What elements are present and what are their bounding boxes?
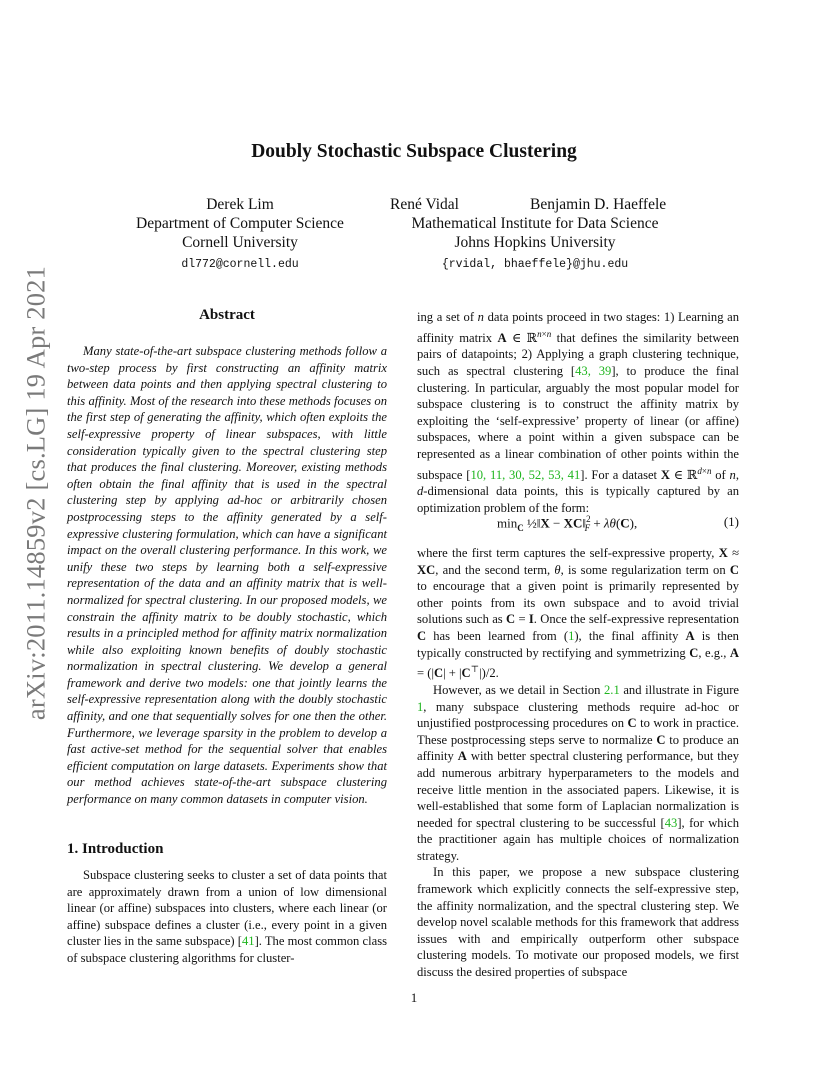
page-number: 1 [410,990,418,1005]
citation-link[interactable]: 41 [241,934,255,949]
author-block-left [120,195,360,274]
author-name: René Vidal [390,196,459,213]
figure-link[interactable]: 1 [417,699,424,714]
right-column-body [417,545,739,981]
citation-link[interactable]: 43 [664,815,678,830]
equation-1 [417,512,739,536]
right-column-paragraph-1: ing a set of n data points proceed in two stages: 1) Learning an affinity matrix A ∈ ℝ$^{n\times n}$ that defines the similarity between pairs of datapoints; 2) Applying a graph clustering technique, such as spectral clustering [43, 39], to produce the final clustering. In particular, arguably the most popular model for subspace clustering is to construct the affinity matrix by exploiting the ‘self-expressive’ property of linear (or affine) subspaces, where a point within a given subspace can be represented as a linear combination of other points within the subspace [10, 11, 30, 52, 53, 41]. For a dataset X ∈ ℝ$^{d\times n}$ of n, d-dimensional data points, this is typically captured by an optimization problem of the form: [417,310,740,515]
author-block-right [370,195,700,274]
author-name: Derek Lim [206,196,274,213]
author-institution: Johns Hopkins University [454,234,616,251]
arxiv-id: arXiv:2011.14859v2 [cs.LG] 19 Apr 2021 [20,265,51,721]
introduction-paragraph: Subspace clustering seeks to cluster a set of data points that are approximately drawn from a union of low dimensional linear (or affine) subspaces into clusters, where each linear (or affine) subspace defines a cluster (i.e., every point in a given cluster lies in the same subspace) [41]. The most common class of subspace clustering algorithms for cluster- [67,868,387,965]
citation-link[interactable]: 43, 39 [575,363,612,378]
equation-body: $\min_C$ ½‖X − XC‖$^2_F$ + λθ(C), [497,514,638,533]
right-column-paragraph-3: However, as we detail in Section 2.1 and illustrate in Figure 1, many subspace clustering methods require ad-hoc or unjustified postprocessing procedures on C to work in practice. These postprocessing steps serve to normalize C to produce an affinity A with better spectral clustering performance, but they add numerous arbitrary hyperparameters to the models and receive little mention in the associated papers. Likewise, it is well-established that some form of Laplacian normalization is needed for spectral clustering to be successful [43], for which the practitioner again has multiple choices of normalization strategy. [417,682,739,863]
right-column-paragraph-2: where the first term captures the self-expressive property, X ≈ XC, and the second term, θ, is some regularization term on C to encourage that a given point is primarily represented by other points from its own subspace and to avoid trivial solutions such as C = I. Once the self-expressive representation C has been learned from (1), the final affinity A is then typically constructed by rectifying and symmetrizing C, e.g., A = (|C| + |C⊤|)/2. [417,546,739,681]
paper-title: Doubly Stochastic Subspace Clustering [251,141,577,162]
author-name: Benjamin D. Haeffele [530,196,667,213]
author-affiliation: Department of Computer Science [136,215,344,232]
equation-link[interactable]: 1 [568,628,575,643]
author-institution: Cornell University [182,234,298,251]
author-affiliation: Mathematical Institute for Data Science [411,215,659,232]
abstract-heading: Abstract [199,307,255,323]
right-column-paragraph-4: In this paper, we propose a new subspace clustering framework which explicitly connects the self-expressive step, the affinity normalization, and the spectral clustering step. We develop novel scalable methods for this framework that address issues with and empirically outperform other subspace clustering models. To motivate our proposed models, we first discuss the desired properties of subspace [417,865,739,980]
section-link[interactable]: 2.1 [604,682,620,697]
abstract-text: Many state-of-the-art subspace clustering methods follow a two-step process by first constructing an affinity matrix between data points and then applying spectral clustering to this affinity. Most of the research into these methods focuses on the first step of generating the affinity, which often exploits the self-expressive property of linear subspaces, with little consideration typically given to the spectral clustering step that produces the final clustering. Moreover, existing methods often obtain the final affinity that is used in the spectral clustering step by applying ad-hoc or arbitrarily chosen postprocessing steps to the affinity generated by a self-expressive clustering formulation, which can have a significant impact on the overall clustering performance. In this work, we unify these two steps by learning both a self-expressive representation of the data and an affinity matrix that is well-normalized for spectral clustering. In our proposed models, we constrain the affinity matrix to be doubly stochastic, which results in a principled method for affinity matrix normalization while also exploiting known benefits of doubly stochastic normalization in spectral clustering. We develop a general framework and derive two models: one that jointly learns the self-expressive representation along with the doubly stochastic affinity, and one that sequentially solves for one then the other. Furthermore, we leverage sparsity in the problem to develop a fast active-set method for the sequential solver that enables efficient computation on large datasets. Experiments show that our method achieves state-of-the-art subspace clustering performance on many common datasets in computer vision. [67,344,387,807]
equation-number: (1) [723,514,739,529]
author-email: {rvidal, bhaeffele}@jhu.edu [441,258,629,271]
citation-link[interactable]: 10, 11, 30, 52, 53, 41 [470,467,581,482]
author-email: dl772@cornell.edu [181,258,299,271]
introduction-heading: 1. Introduction [67,841,164,857]
arxiv-watermark [20,265,51,721]
